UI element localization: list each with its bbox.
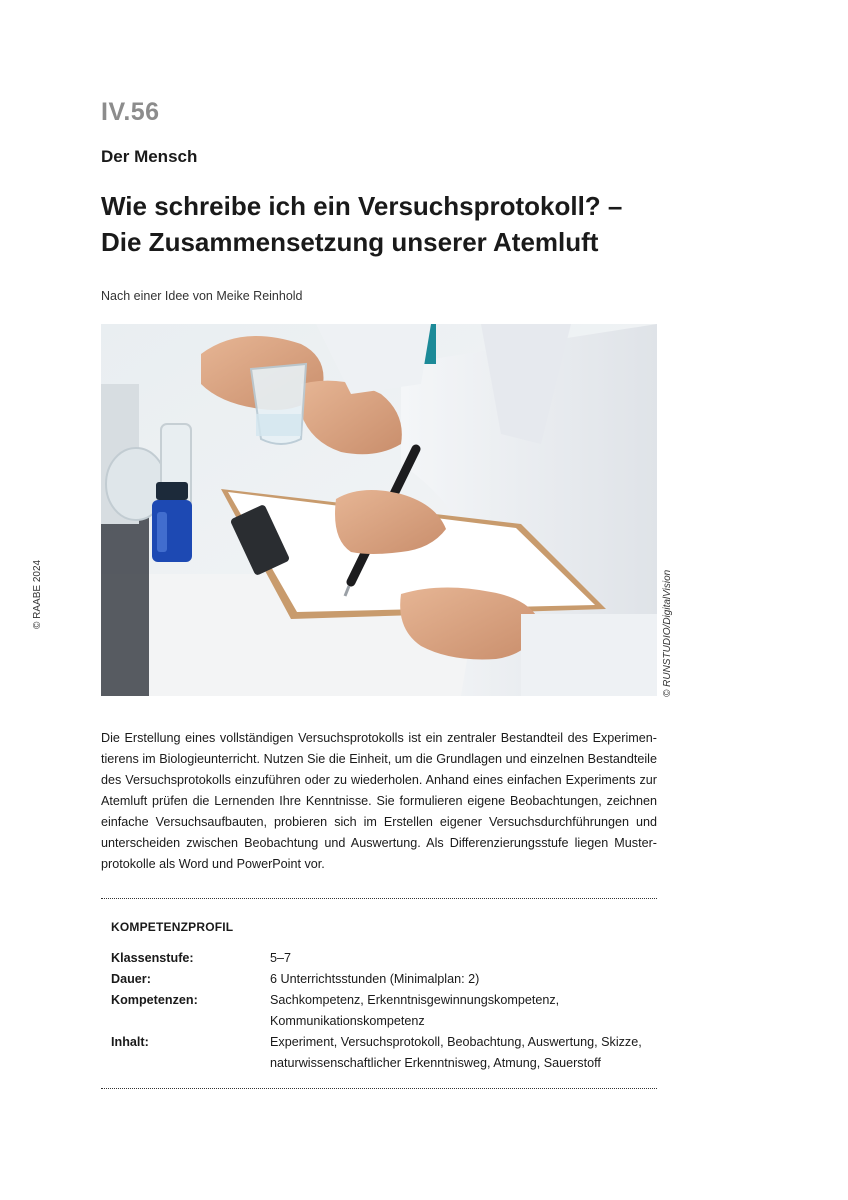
category-heading: Der Mensch (101, 147, 198, 166)
profile-value-line: 6 Unterrichtsstunden (Minimalplan: 2) (270, 972, 480, 986)
lab-photo-illustration (101, 324, 657, 696)
profile-value-line: Sachkompetenz, Erkenntnisgewinnungskompetenz, (270, 993, 560, 1007)
photo-credit: © RUNSTUDIO/DigitalVision (662, 569, 673, 697)
page-title (101, 188, 701, 260)
intro-line: protokolle als Word und PowerPoint vor. (101, 857, 325, 871)
profile-divider-bottom (101, 1088, 657, 1089)
intro-line: des Versuchsprotokolls einzuführen oder zu wiederholen. Anhand eines einfachen Experiments zur (101, 773, 657, 787)
profile-divider-top (101, 898, 657, 899)
lab-photo (101, 324, 657, 696)
profile-value-line: Experiment, Versuchsprotokoll, Beobachtung, Auswertung, Skizze, (270, 1035, 642, 1049)
profile-label: Inhalt: (111, 1035, 149, 1049)
title-line-2: Die Zusammensetzung unserer Atemluft (101, 227, 599, 257)
profile-value-line: naturwissenschaftlicher Erkenntnisweg, Atmung, Sauerstoff (270, 1056, 601, 1070)
section-code: IV.56 (101, 98, 160, 126)
profile-label: Dauer: (111, 972, 151, 986)
intro-line: Atemluft prüfen die Lernenden Ihre Kenntnisse. Sie formulieren eigene Beobachtungen, zeichnen (101, 794, 657, 808)
copyright-notice: © RAABE 2024 (32, 559, 43, 629)
intro-line: Die Erstellung eines vollständigen Versuchsprotokolls ist ein zentraler Bestandteil des Experimen- (101, 731, 657, 745)
profile-value (270, 948, 660, 969)
intro-line: tierens im Biologieunterricht. Nutzen Sie die Einheit, um die Grundlagen und einzelnen Bestandteile (101, 752, 657, 766)
author-credit: Nach einer Idee von Meike Reinhold (101, 289, 303, 303)
profile-value-line: 5–7 (270, 951, 292, 965)
profile-heading: KOMPETENZPROFIL (111, 920, 234, 934)
profile-label: Klassenstufe: (111, 951, 194, 965)
intro-paragraph (101, 728, 657, 875)
profile-label: Kompetenzen: (111, 993, 198, 1007)
intro-line: einfache Versuchsaufbauten, probieren sich im Erstellen eigener Versuchsdurchführungen und (101, 815, 657, 829)
title-line-1: Wie schreibe ich ein Versuchsprotokoll? – (101, 191, 623, 221)
profile-value (270, 969, 660, 990)
profile-value (270, 990, 660, 1032)
intro-line: unterscheiden zwischen Beobachtung und Auswertung. Als Differenzierungsstufe liegen Muster- (101, 836, 657, 850)
profile-value (270, 1032, 660, 1074)
profile-value-line: Kommunikationskompetenz (270, 1014, 425, 1028)
